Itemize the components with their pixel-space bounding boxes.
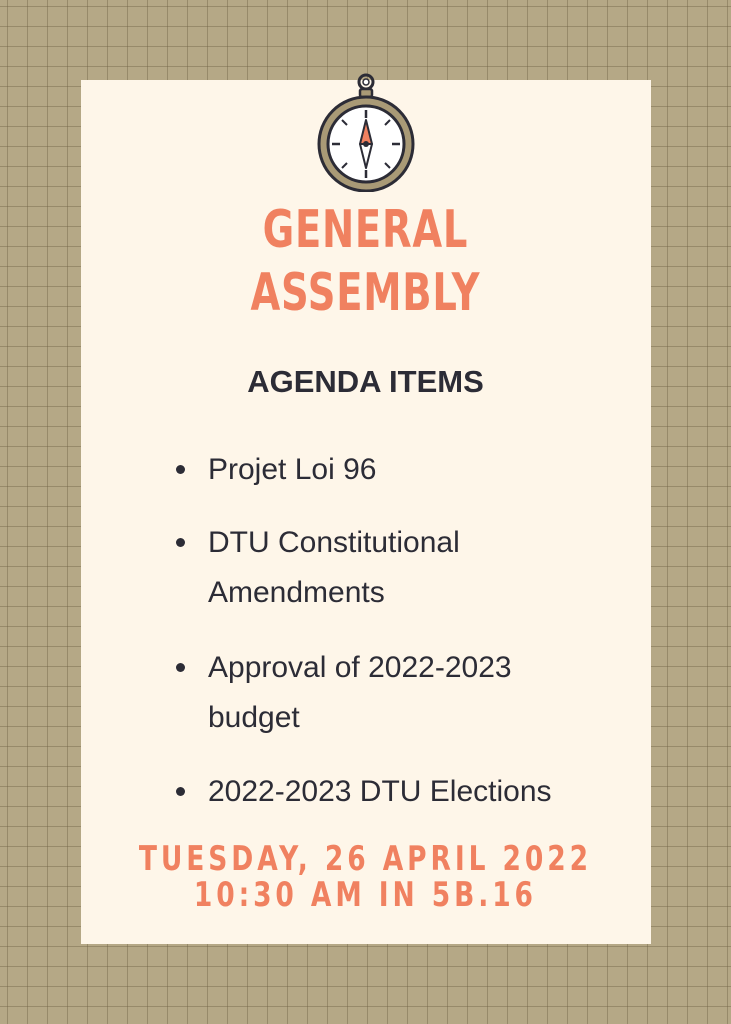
- agenda-heading: AGENDA ITEMS: [247, 364, 484, 399]
- agenda-item-text: 2022-2023 DTU Elections: [208, 775, 552, 808]
- bullet-icon: [176, 465, 185, 474]
- event-date: TUESDAY, 26 APRIL 2022: [138, 839, 592, 879]
- agenda-item: [176, 643, 606, 743]
- bullet-icon: [176, 787, 185, 796]
- title-line-1: GENERAL: [262, 200, 469, 260]
- agenda-item-text: Projet Loi 96: [208, 453, 377, 486]
- agenda-item-text: Approval of 2022-2023 budget: [208, 651, 512, 734]
- title-line-2: ASSEMBLY: [250, 263, 481, 323]
- agenda-item: [176, 445, 606, 495]
- agenda-item: [176, 767, 606, 817]
- bullet-icon: [176, 538, 185, 547]
- event-time-location: 10:30 AM IN 5B.16: [193, 875, 537, 915]
- agenda-item-text: DTU Constitutional Amendments: [208, 526, 460, 609]
- agenda-item: [176, 518, 606, 618]
- compass-icon: [315, 72, 417, 192]
- bullet-icon: [176, 663, 185, 672]
